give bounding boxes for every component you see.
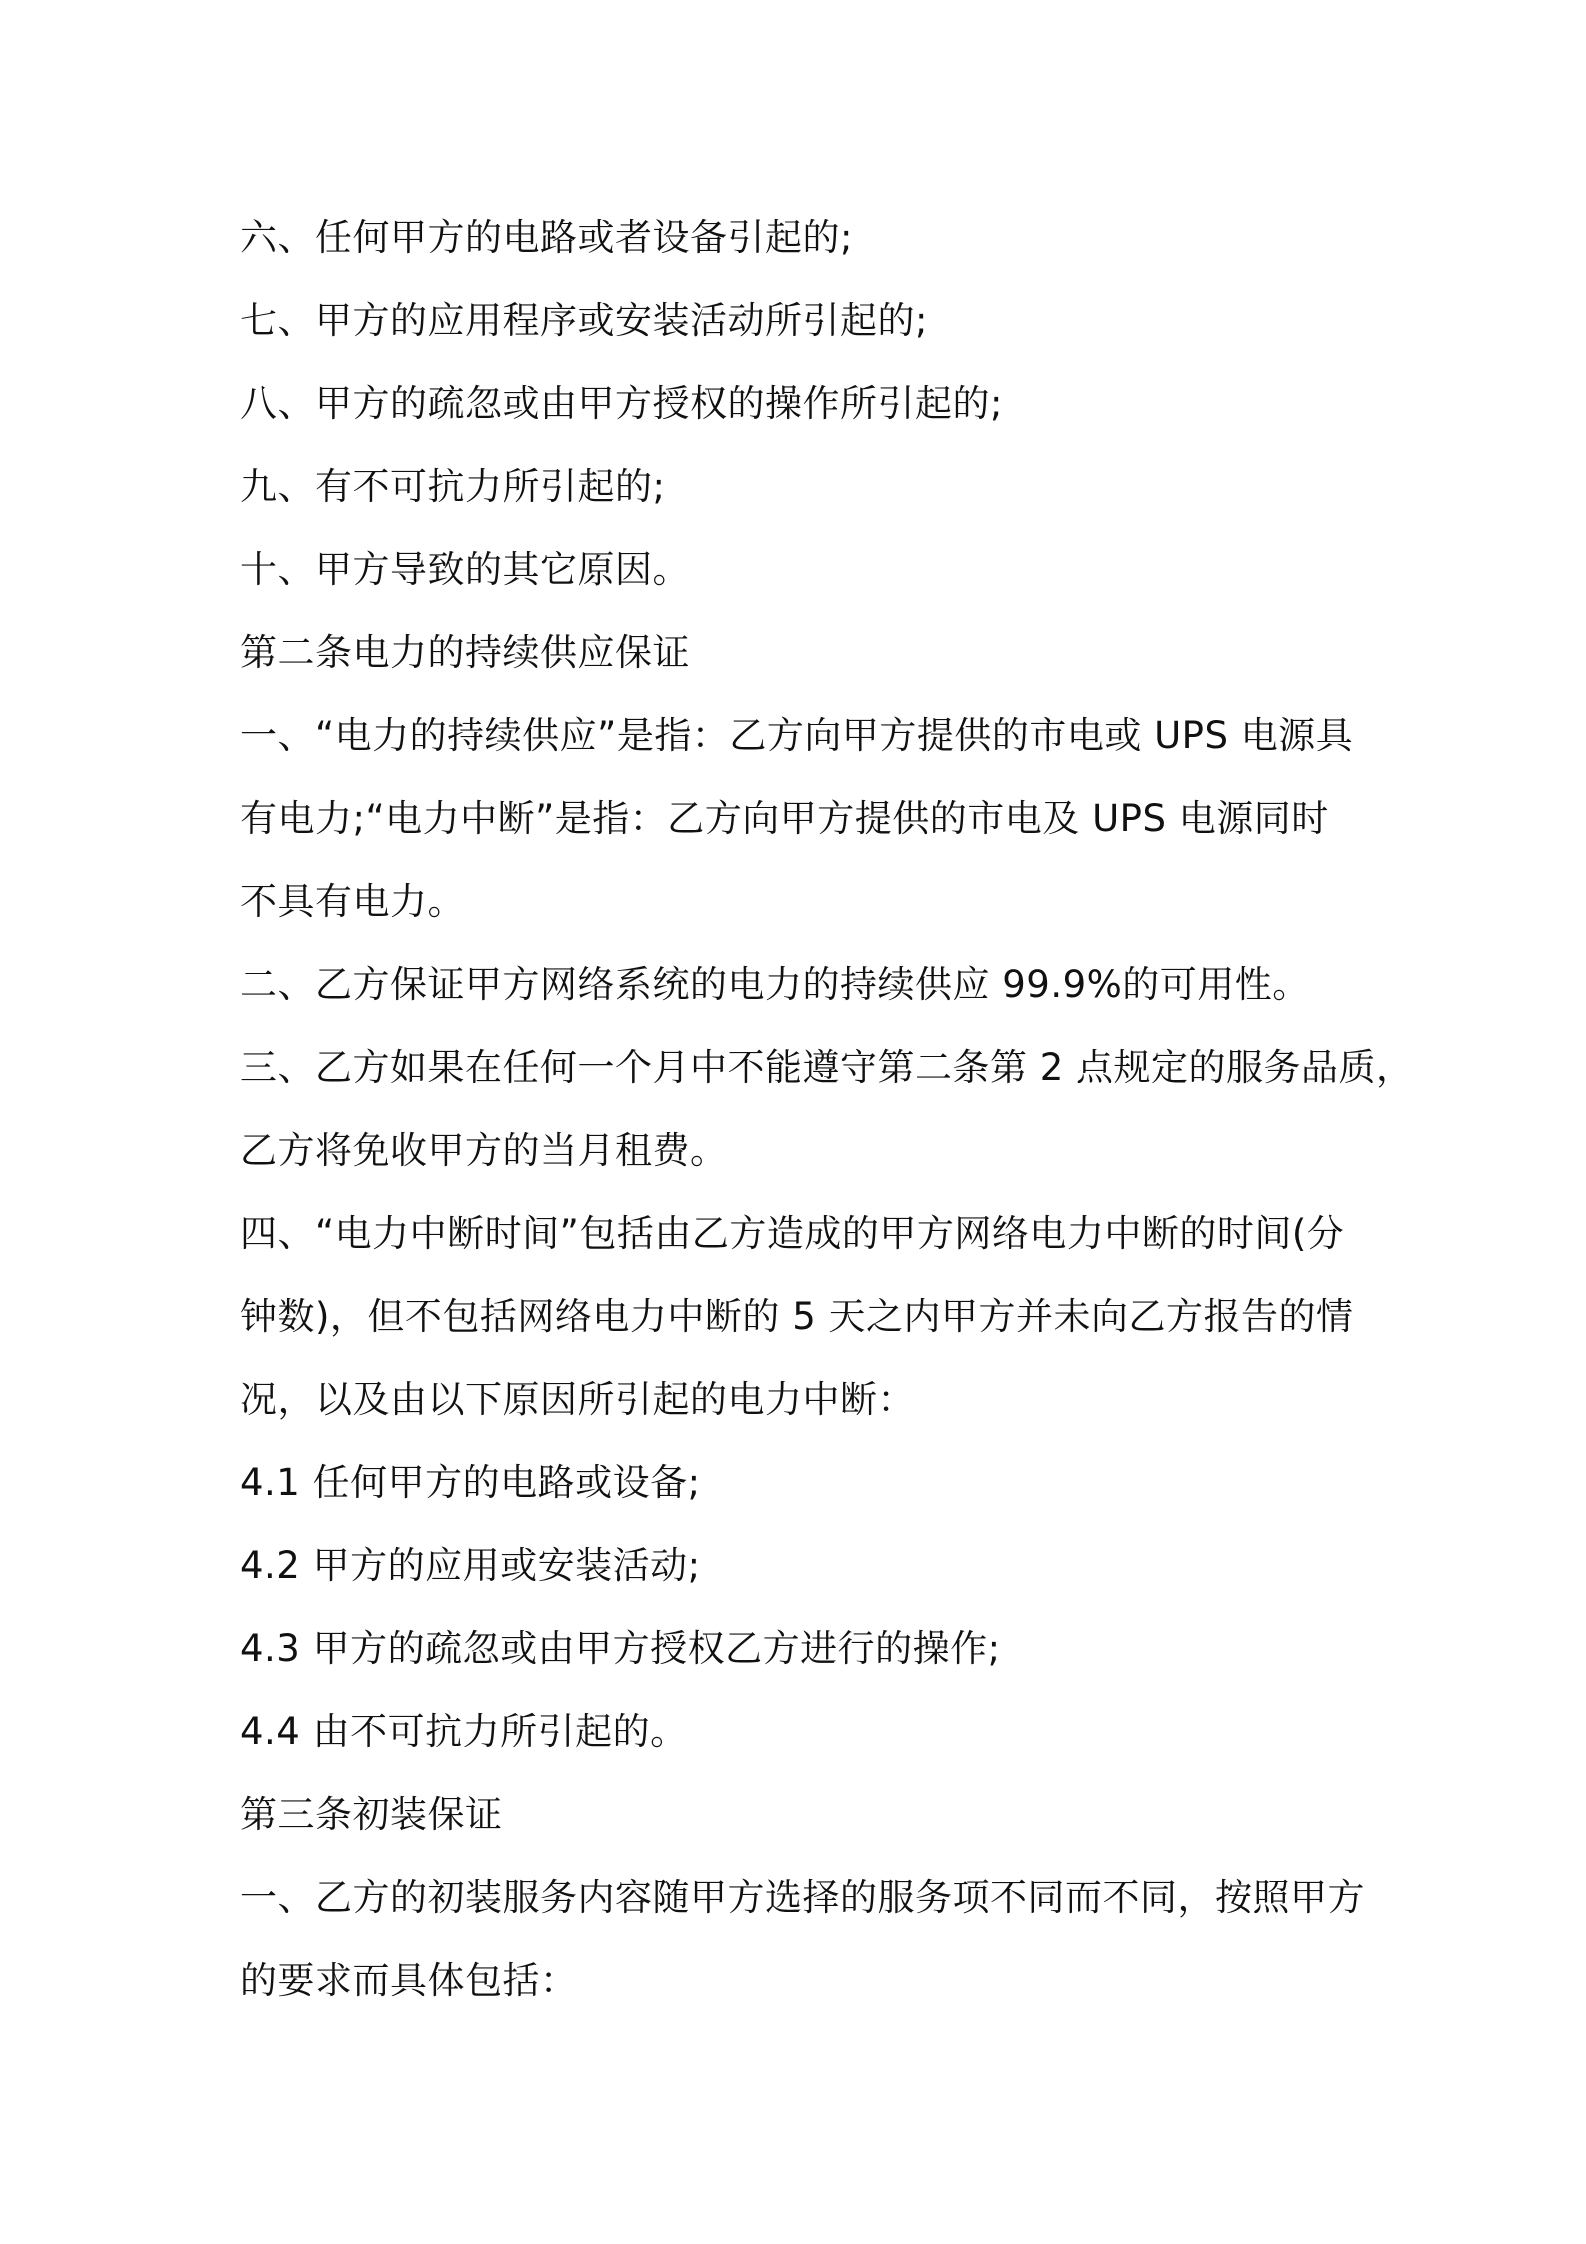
- clause-line: 钟数)，但不包括网络电力中断的 5 天之内甲方并未向乙方报告的情: [240, 1295, 1354, 1338]
- clause-line: 十、甲方导致的其它原因。: [240, 548, 690, 591]
- sub-clause-line: 4.3 甲方的疏忽或由甲方授权乙方进行的操作;: [240, 1627, 1001, 1670]
- clause-line: 七、甲方的应用程序或安装活动所引起的;: [240, 299, 928, 342]
- clause-line: 有电力;“电力中断”是指：乙方向甲方提供的市电及 UPS 电源同时: [240, 797, 1329, 840]
- clause-line: 四、“电力中断时间”包括由乙方造成的甲方网络电力中断的时间(分: [240, 1212, 1345, 1255]
- clause-line: 一、“电力的持续供应”是指：乙方向甲方提供的市电或 UPS 电源具: [240, 714, 1354, 757]
- clause-line: 乙方将免收甲方的当月租费。: [240, 1129, 728, 1172]
- clause-line: 八、甲方的疏忽或由甲方授权的操作所引起的;: [240, 382, 1003, 425]
- clause-line: 的要求而具体包括：: [240, 1959, 578, 2002]
- clause-line: 一、乙方的初装服务内容随甲方选择的服务项不同而不同，按照甲方: [240, 1876, 1365, 1919]
- section-heading: 第二条电力的持续供应保证: [240, 631, 690, 674]
- sub-clause-line: 4.2 甲方的应用或安装活动;: [240, 1544, 701, 1587]
- clause-line: 六、任何甲方的电路或者设备引起的;: [240, 216, 853, 259]
- clause-line: 况，以及由以下原因所引起的电力中断：: [240, 1378, 915, 1421]
- clause-line: 二、乙方保证甲方网络系统的电力的持续供应 99.9%的可用性。: [240, 963, 1310, 1006]
- clause-line: 九、有不可抗力所引起的;: [240, 465, 666, 508]
- section-heading: 第三条初装保证: [240, 1793, 503, 1836]
- sub-clause-line: 4.4 由不可抗力所引起的。: [240, 1710, 688, 1753]
- clause-line: 三、乙方如果在任何一个月中不能遵守第二条第 2 点规定的服务品质，: [240, 1046, 1414, 1089]
- sub-clause-line: 4.1 任何甲方的电路或设备;: [240, 1461, 701, 1504]
- document-body: [240, 196, 1414, 2022]
- clause-line: 不具有电力。: [240, 880, 465, 923]
